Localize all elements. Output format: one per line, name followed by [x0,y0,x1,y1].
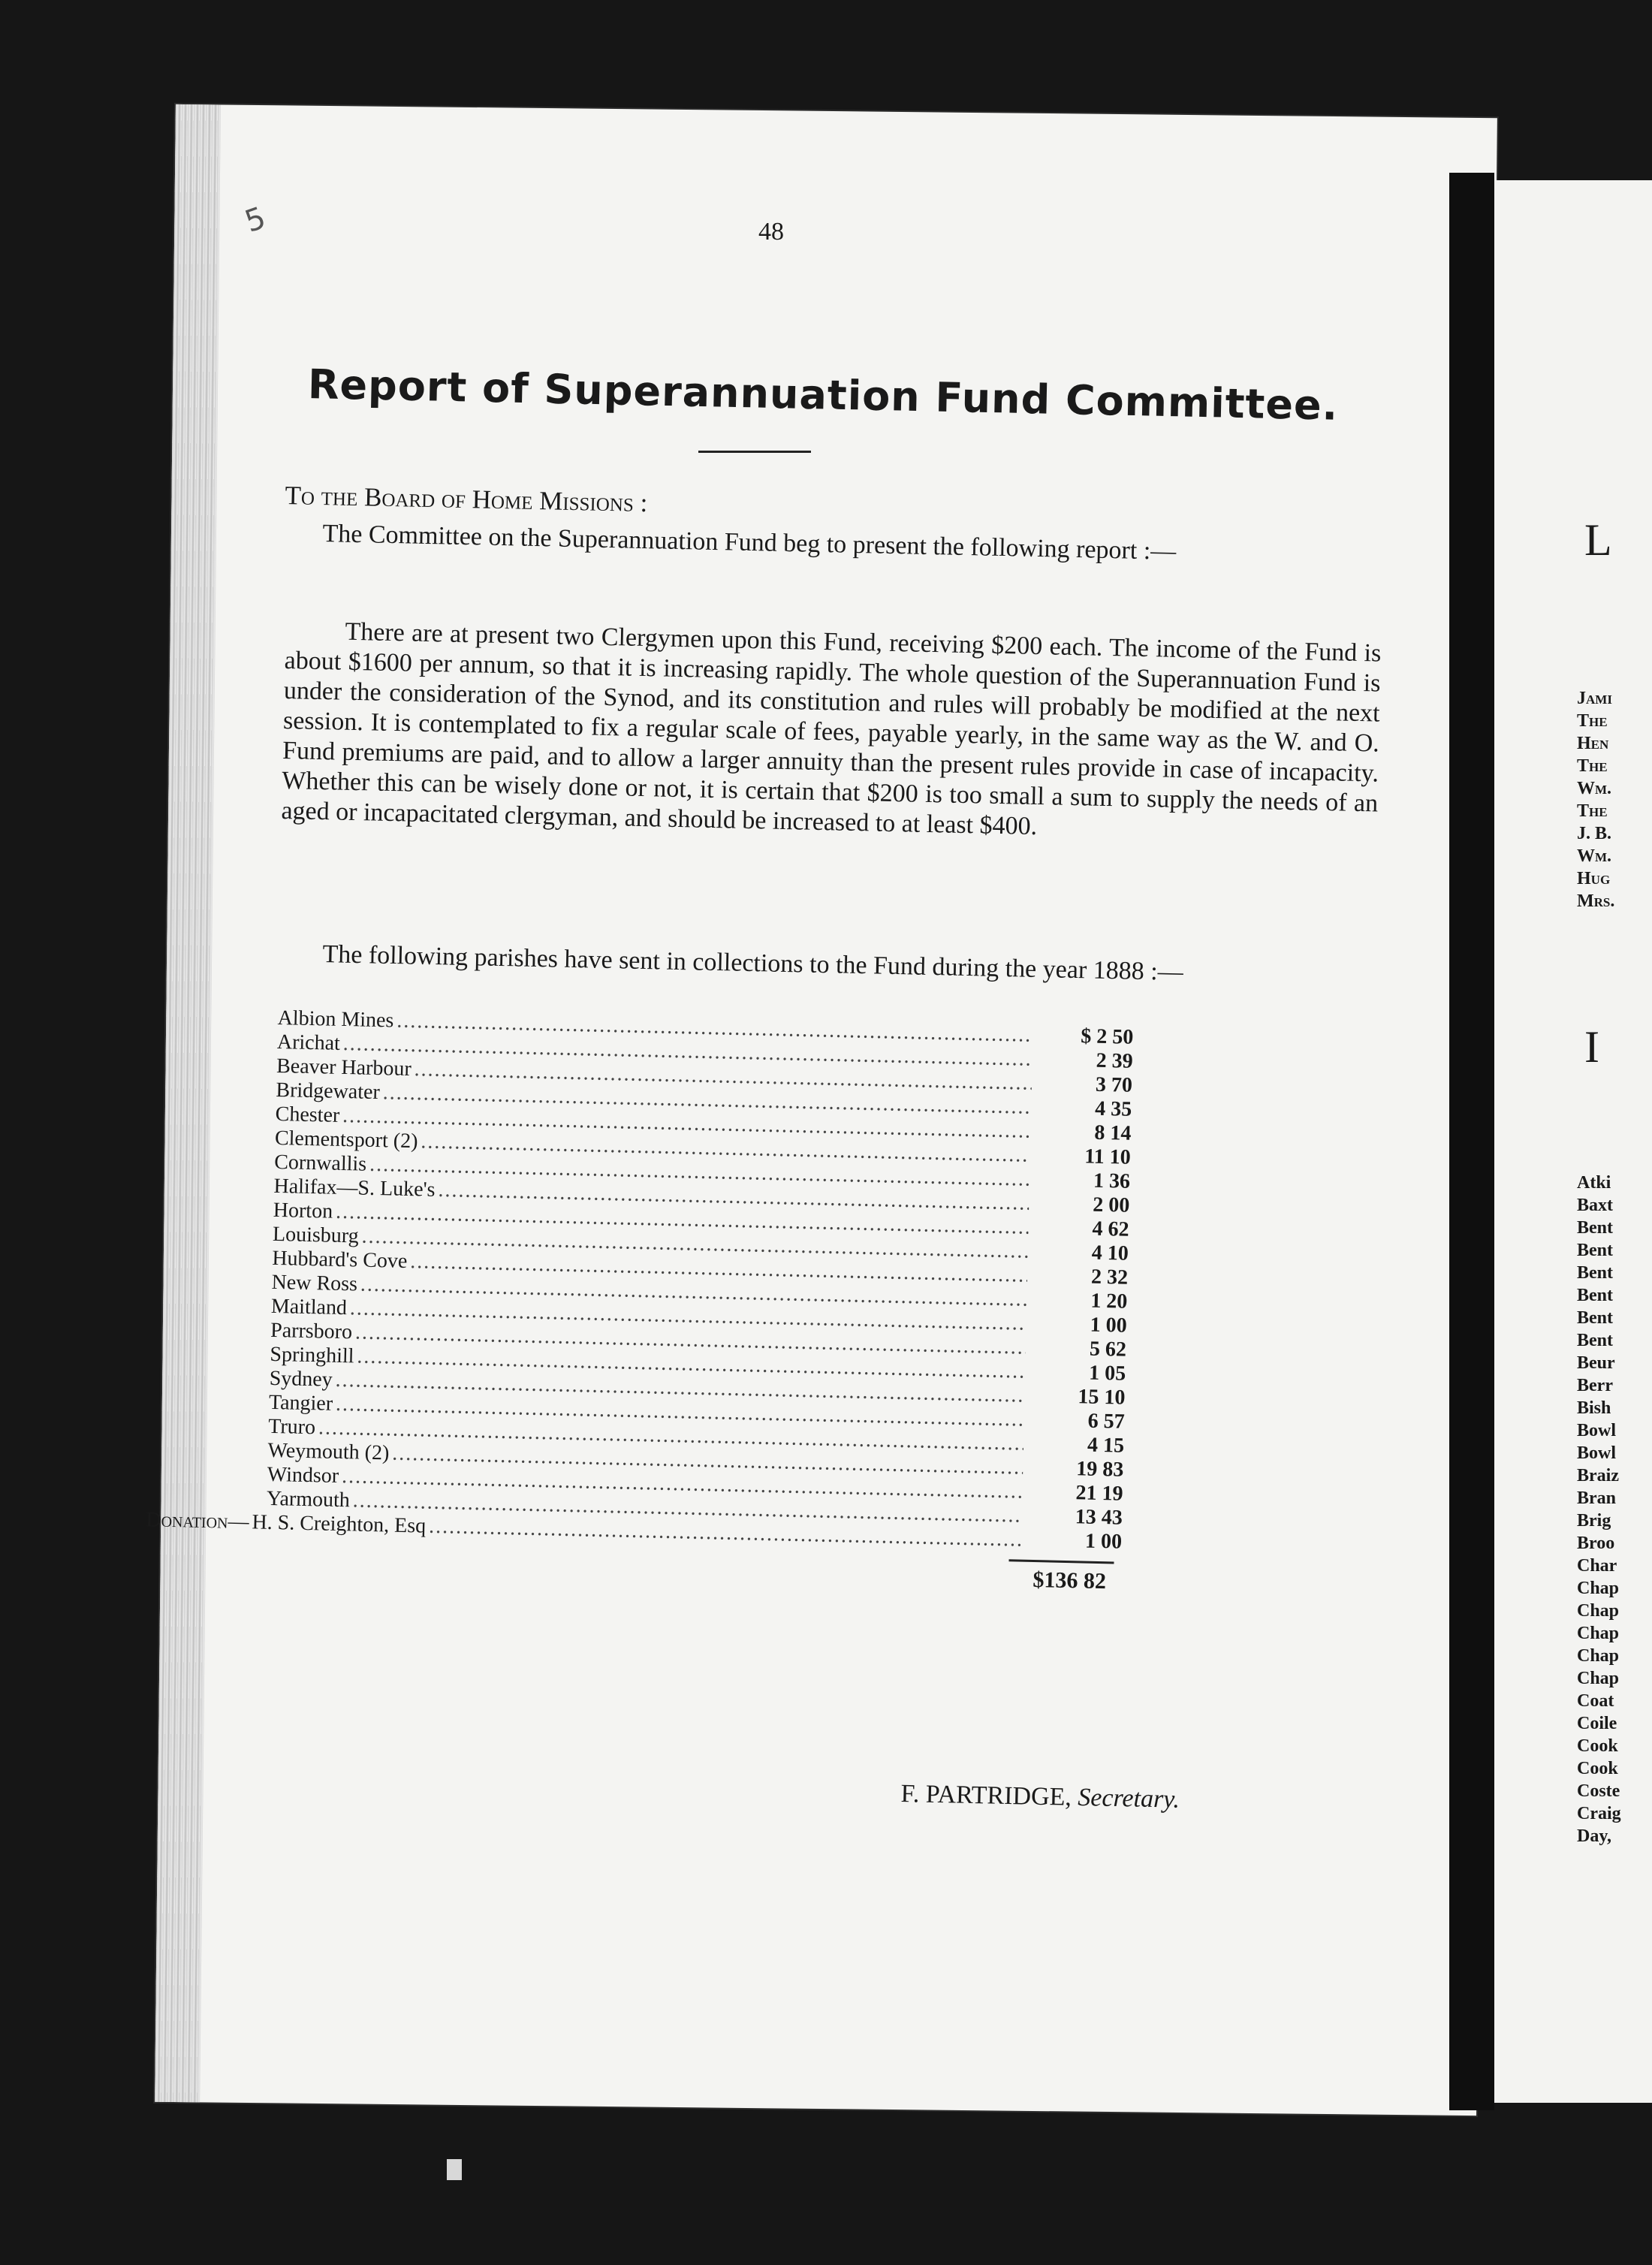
parish-name: Weymouth (2) [267,1438,390,1465]
parish-name: New Ross [271,1270,358,1296]
right-page-fragment [1494,180,1652,2103]
total-rule [1008,1559,1114,1564]
right-name-list-2 [1577,1172,1621,1847]
parish-name: Hubbard's Cove [272,1246,408,1273]
list-item: Chap [1577,1669,1620,1688]
parish-amount: 2 32 [1090,1265,1129,1289]
list-item: Bent [1577,1263,1613,1283]
parish-amount: 11 10 [1084,1145,1132,1169]
signature-role: Secretary. [1077,1783,1180,1814]
list-item: Braiz [1577,1466,1619,1485]
page-title: Report of Superannuation Fund Committee. [307,360,1339,430]
parish-name: Halifax—S. Luke's [273,1174,436,1202]
list-item: The [1577,711,1608,731]
right-name-list-1 [1577,687,1614,912]
parish-name: Springhill [270,1342,354,1368]
parish-amount: 1 05 [1088,1361,1126,1386]
parish-name: Windsor [267,1462,339,1488]
list-item: Baxt [1577,1196,1613,1215]
list-item: Hen [1577,734,1609,753]
scan-artifact [447,2159,462,2180]
intro-paragraph: The Committee on the Superannuation Fund beg to present the following report :— [322,520,1177,565]
list-item: Craig [1577,1804,1621,1823]
parish-amount: 13 43 [1075,1505,1123,1530]
parish-name: Bridgewater [276,1078,381,1105]
book-gutter [1449,173,1494,2110]
parish-amount: 8 14 [1094,1120,1132,1145]
right-heading-2: I [1584,1022,1599,1072]
list-item: Mrs. [1577,891,1615,911]
list-item: Bowl [1577,1421,1617,1440]
parish-name: Louisburg [272,1222,360,1248]
parish-amount: 1 36 [1093,1169,1131,1193]
donor-name: H. S. Creighton, Esq [252,1510,427,1538]
parish-name: Cornwallis [273,1150,367,1176]
signature-name: F. PARTRIDGE, [900,1780,1072,1811]
parish-amount: 1 00 [1090,1313,1127,1338]
parish-amount: 4 10 [1091,1241,1129,1265]
list-item: Cook [1577,1736,1618,1756]
parish-name: Maitland [270,1294,348,1320]
list-item: Bran [1577,1488,1617,1508]
pencil-margin-note: 5 [240,201,270,240]
parish-name: Horton [273,1198,333,1223]
parish-name: Chester [275,1102,340,1127]
parish-name: Parrsboro [270,1318,353,1344]
list-item: Chap [1577,1579,1620,1598]
donation-amount: 1 00 [1084,1529,1123,1554]
donation-prefix: Donation— [146,1508,249,1534]
collections-ledger [146,1006,1134,1594]
list-item: The [1577,801,1608,821]
list-item: Bish [1577,1398,1611,1418]
parish-name: Arichat [276,1030,341,1055]
parish-amount: $ 2 50 [1081,1024,1134,1049]
list-item: Day, [1577,1826,1612,1846]
parish-amount: 2 00 [1092,1193,1130,1217]
list-item: Bent [1577,1241,1613,1260]
list-item: Chap [1577,1624,1620,1643]
right-heading-1: L [1584,515,1612,565]
list-item: Beur [1577,1353,1615,1373]
list-item: Wm. [1577,846,1612,866]
list-item: Coat [1577,1691,1614,1711]
list-item: Bent [1577,1331,1613,1350]
list-item: Bowl [1577,1443,1617,1463]
parish-amount: 15 10 [1078,1385,1126,1410]
parish-amount: 4 62 [1092,1217,1129,1241]
parish-name: Tangier [268,1390,333,1416]
list-item: Cook [1577,1759,1618,1778]
parish-name: Beaver Harbour [276,1054,412,1081]
page-number: 48 [758,218,784,246]
page-edge [155,104,221,2102]
report-paragraph: There are at present two Clergymen upon this Fund, receiving $200 each. The income of the Fund is about $1600 per annum, so that it is increasing rapidly. The whole question of the Superannuation Fund is under the consideration of the Synod, and its constitution and rules will probably be modified at the next session. It is contemplated to fix a regular scale of fees, payable yearly, in the same way as the W. and O. Fund premiums are paid, and to allow a larger annuity than the present rules provide in case of incapacity. Whether this can be wisely done or not, it is certain that $200 is too small a sum to supply the needs of an aged or incapacitated clergyman, and should be increased to at least $400. [281,617,1382,841]
list-item: Bent [1577,1308,1613,1328]
list-item: Atki [1577,1173,1611,1193]
salutation: To the Board of Home Missions : [285,481,648,518]
parish-amount: 3 70 [1095,1072,1133,1097]
list-item: Jami [1577,689,1612,708]
list-item: J. B. [1577,824,1612,843]
list-item: Coste [1577,1781,1620,1801]
list-item: Berr [1577,1376,1613,1395]
list-item: Brig [1577,1511,1611,1531]
parish-amount: 4 35 [1094,1096,1132,1121]
list-item: Wm. [1577,779,1612,798]
parish-name: Sydney [269,1366,333,1392]
parish-name: Albion Mines [277,1006,394,1033]
list-item: Chap [1577,1646,1620,1666]
parish-amount: 2 39 [1096,1048,1133,1073]
list-item: Coile [1577,1714,1617,1733]
list-item: Chap [1577,1601,1620,1621]
parish-amount: 19 83 [1075,1457,1124,1482]
list-item: Broo [1577,1534,1615,1553]
parish-amount: 1 20 [1090,1289,1128,1313]
parish-amount: 21 19 [1075,1481,1123,1506]
list-item: Bent [1577,1286,1613,1305]
signature [900,1780,1180,1814]
collections-intro: The following parishes have sent in collections to the Fund during the year 1888 :— [322,940,1184,987]
collections-total: $136 82 [1032,1567,1107,1594]
parish-name: Truro [267,1414,316,1440]
title-rule [698,451,811,453]
list-item: Char [1577,1556,1617,1576]
parish-amount: 5 62 [1089,1337,1127,1362]
parish-name: Yarmouth [266,1486,351,1513]
list-item: Bent [1577,1218,1613,1238]
list-item: Hug [1577,869,1611,888]
parish-amount: 4 15 [1087,1433,1125,1458]
list-item: The [1577,756,1608,776]
parish-name: Clementsport (2) [274,1126,418,1154]
parish-amount: 6 57 [1087,1409,1126,1434]
